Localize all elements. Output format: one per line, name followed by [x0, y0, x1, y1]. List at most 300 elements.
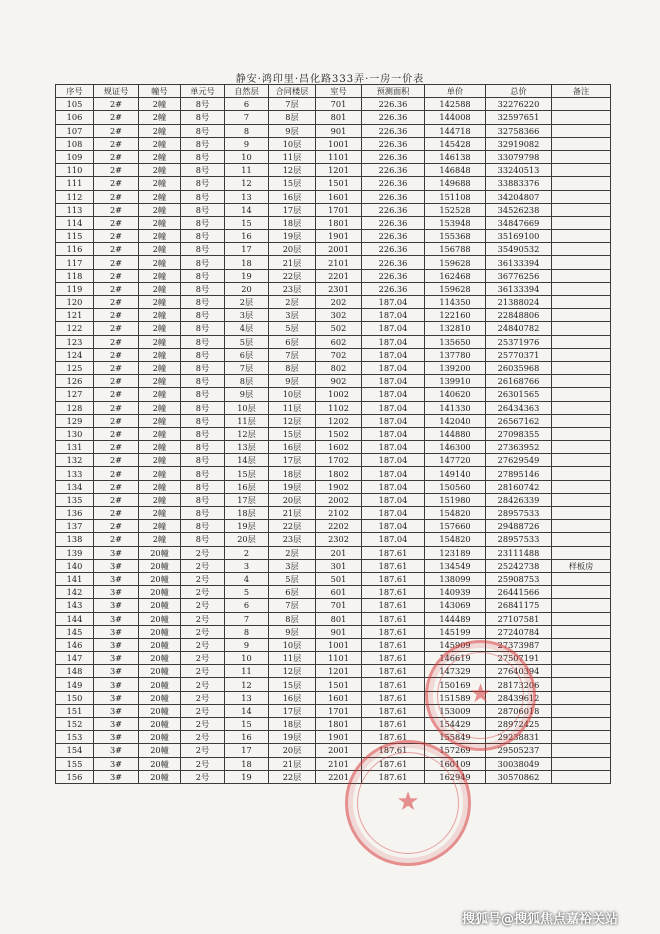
- table-cell: 150169: [425, 678, 486, 691]
- table-row: [56, 572, 611, 585]
- table-cell: 123189: [425, 546, 486, 559]
- table-cell: 140939: [425, 586, 486, 599]
- table-cell: 25242738: [486, 559, 552, 572]
- table-cell: 226.36: [362, 216, 425, 229]
- table-cell: 9层: [269, 375, 316, 388]
- table-cell: 21层: [269, 757, 316, 770]
- table-cell: 2#: [94, 533, 139, 546]
- column-header: 单价: [425, 85, 486, 98]
- table-cell: 8号: [181, 216, 225, 229]
- table-cell: 146: [56, 638, 94, 651]
- table-cell: 2#: [94, 243, 139, 256]
- table-cell: 2层: [269, 296, 316, 309]
- table-cell: 15: [225, 216, 269, 229]
- table-cell: 602: [316, 335, 362, 348]
- table-cell: 3层: [269, 309, 316, 322]
- table-cell: 23111488: [486, 546, 552, 559]
- table-cell: 187.61: [362, 757, 425, 770]
- table-cell: 8号: [181, 137, 225, 150]
- table-row: [56, 216, 611, 229]
- table-cell: 125: [56, 361, 94, 374]
- column-header: 单元号: [181, 85, 225, 98]
- table-cell: 701: [316, 98, 362, 111]
- table-cell: 20幢: [139, 612, 181, 625]
- table-cell: 187.04: [362, 348, 425, 361]
- table-cell: 2#: [94, 111, 139, 124]
- table-row: [56, 124, 611, 137]
- table-row: [56, 111, 611, 124]
- table-cell: 2号: [181, 691, 225, 704]
- table-cell: 29238831: [486, 731, 552, 744]
- table-cell: 187.61: [362, 665, 425, 678]
- table-cell: 1102: [316, 401, 362, 414]
- table-cell: [552, 507, 611, 520]
- table-cell: 187.04: [362, 296, 425, 309]
- table-cell: 20层: [269, 493, 316, 506]
- table-cell: 19层: [269, 230, 316, 243]
- table-cell: 2号: [181, 704, 225, 717]
- table-row: [56, 467, 611, 480]
- table-cell: 35169100: [486, 230, 552, 243]
- table-cell: [552, 744, 611, 757]
- table-cell: 33079798: [486, 150, 552, 163]
- table-cell: 5层: [269, 322, 316, 335]
- table-cell: 129: [56, 414, 94, 427]
- table-cell: 19: [225, 269, 269, 282]
- table-cell: 154429: [425, 718, 486, 731]
- table-cell: 28957533: [486, 507, 552, 520]
- table-cell: 7层: [269, 98, 316, 111]
- table-cell: 20层: [269, 243, 316, 256]
- table-cell: 1502: [316, 427, 362, 440]
- table-cell: 8层: [269, 111, 316, 124]
- table-cell: 138099: [425, 572, 486, 585]
- table-cell: 26841175: [486, 599, 552, 612]
- table-cell: 2#: [94, 520, 139, 533]
- table-cell: 145909: [425, 638, 486, 651]
- table-cell: 3#: [94, 731, 139, 744]
- table-cell: 8号: [181, 177, 225, 190]
- table-cell: 226.36: [362, 243, 425, 256]
- table-cell: 2幢: [139, 467, 181, 480]
- table-cell: 187.61: [362, 770, 425, 783]
- table-cell: 901: [316, 124, 362, 137]
- table-cell: 2幢: [139, 427, 181, 440]
- table-cell: 11层: [225, 414, 269, 427]
- table-cell: 20幢: [139, 572, 181, 585]
- table-row: [56, 414, 611, 427]
- table-cell: 11层: [269, 652, 316, 665]
- table-cell: 2幢: [139, 454, 181, 467]
- table-cell: 16: [225, 731, 269, 744]
- table-cell: 8号: [181, 322, 225, 335]
- table-cell: [552, 309, 611, 322]
- table-cell: 10层: [269, 638, 316, 651]
- table-cell: 1601: [316, 190, 362, 203]
- table-cell: 27240784: [486, 625, 552, 638]
- table-cell: 2号: [181, 718, 225, 731]
- table-cell: 141: [56, 572, 94, 585]
- table-cell: 2幢: [139, 493, 181, 506]
- table-cell: [552, 520, 611, 533]
- table-cell: 13层: [225, 441, 269, 454]
- table-cell: 2号: [181, 599, 225, 612]
- table-cell: 2号: [181, 731, 225, 744]
- table-cell: 16层: [269, 691, 316, 704]
- table-cell: 8号: [181, 203, 225, 216]
- table-cell: 2#: [94, 441, 139, 454]
- table-row: [56, 322, 611, 335]
- table-cell: 18层: [269, 467, 316, 480]
- table-cell: [552, 150, 611, 163]
- table-cell: 6: [225, 98, 269, 111]
- table-cell: 4层: [225, 322, 269, 335]
- table-cell: 145428: [425, 137, 486, 150]
- table-cell: 10: [225, 652, 269, 665]
- table-cell: 20幢: [139, 691, 181, 704]
- table-cell: 16: [225, 230, 269, 243]
- table-cell: 2号: [181, 652, 225, 665]
- table-cell: 2#: [94, 375, 139, 388]
- table-cell: [552, 691, 611, 704]
- table-cell: 23层: [269, 282, 316, 295]
- table-cell: 26035968: [486, 361, 552, 374]
- table-cell: 1101: [316, 150, 362, 163]
- table-cell: 187.61: [362, 744, 425, 757]
- table-cell: 187.61: [362, 546, 425, 559]
- table-cell: 159628: [425, 282, 486, 295]
- table-row: [56, 150, 611, 163]
- table-cell: 147329: [425, 665, 486, 678]
- table-cell: 144880: [425, 427, 486, 440]
- table-cell: 187.04: [362, 388, 425, 401]
- table-cell: 19: [225, 770, 269, 783]
- table-cell: 19层: [269, 480, 316, 493]
- table-cell: 152528: [425, 203, 486, 216]
- table-cell: 155368: [425, 230, 486, 243]
- table-cell: 2#: [94, 493, 139, 506]
- table-cell: 3层: [225, 309, 269, 322]
- table-cell: [552, 427, 611, 440]
- table-row: [56, 546, 611, 559]
- table-cell: 8号: [181, 296, 225, 309]
- table-cell: 12层: [269, 414, 316, 427]
- table-row: [56, 427, 611, 440]
- table-cell: 2号: [181, 770, 225, 783]
- table-row: [56, 612, 611, 625]
- table-row: [56, 203, 611, 216]
- table-cell: [552, 282, 611, 295]
- table-cell: 226.36: [362, 177, 425, 190]
- table-cell: 187.61: [362, 704, 425, 717]
- table-row: [56, 269, 611, 282]
- table-cell: [552, 190, 611, 203]
- table-cell: 18层: [269, 216, 316, 229]
- table-cell: 20幢: [139, 704, 181, 717]
- table-cell: 302: [316, 309, 362, 322]
- table-cell: [552, 638, 611, 651]
- table-cell: 2幢: [139, 414, 181, 427]
- table-cell: 144489: [425, 612, 486, 625]
- table-cell: 8号: [181, 256, 225, 269]
- table-row: [56, 388, 611, 401]
- table-cell: 3#: [94, 559, 139, 572]
- table-cell: 8号: [181, 427, 225, 440]
- table-cell: 112: [56, 190, 94, 203]
- table-cell: 15层: [269, 678, 316, 691]
- table-cell: 162949: [425, 770, 486, 783]
- table-cell: 2幢: [139, 216, 181, 229]
- table-cell: 19层: [269, 731, 316, 744]
- table-cell: 121: [56, 309, 94, 322]
- table-cell: 27363952: [486, 441, 552, 454]
- table-cell: 2#: [94, 454, 139, 467]
- table-cell: 20层: [269, 744, 316, 757]
- table-cell: 155: [56, 757, 94, 770]
- table-cell: 226.36: [362, 150, 425, 163]
- table-row: [56, 586, 611, 599]
- table-cell: 7层: [269, 348, 316, 361]
- table-cell: [552, 322, 611, 335]
- table-cell: 20幢: [139, 744, 181, 757]
- column-header: 预测面积: [362, 85, 425, 98]
- table-cell: 2号: [181, 612, 225, 625]
- table-cell: [552, 586, 611, 599]
- table-cell: 2#: [94, 296, 139, 309]
- table-cell: 2#: [94, 335, 139, 348]
- table-cell: 2幢: [139, 282, 181, 295]
- table-cell: 2#: [94, 414, 139, 427]
- table-cell: 2#: [94, 388, 139, 401]
- table-cell: 226.36: [362, 164, 425, 177]
- table-cell: 36133394: [486, 256, 552, 269]
- watermark-text: 搜狐号@搜狐焦点嘉裕关站: [462, 912, 619, 927]
- column-header: 合同楼层: [269, 85, 316, 98]
- table-cell: 187.04: [362, 427, 425, 440]
- table-cell: 20幢: [139, 625, 181, 638]
- table-cell: [552, 612, 611, 625]
- table-cell: 2号: [181, 546, 225, 559]
- table-cell: 1602: [316, 441, 362, 454]
- table-cell: 12层: [225, 427, 269, 440]
- table-cell: 108: [56, 137, 94, 150]
- table-cell: 20幢: [139, 770, 181, 783]
- table-cell: 8号: [181, 269, 225, 282]
- table-cell: 1701: [316, 704, 362, 717]
- table-cell: 8号: [181, 335, 225, 348]
- table-row: [56, 375, 611, 388]
- table-cell: [552, 599, 611, 612]
- table-row: [56, 441, 611, 454]
- column-header: 幢号: [139, 85, 181, 98]
- table-cell: 146138: [425, 150, 486, 163]
- table-cell: 20幢: [139, 665, 181, 678]
- table-cell: 149: [56, 678, 94, 691]
- table-row: [56, 678, 611, 691]
- table-cell: 2幢: [139, 322, 181, 335]
- table-cell: 151589: [425, 691, 486, 704]
- table-body: [56, 98, 611, 784]
- table-cell: 2幢: [139, 164, 181, 177]
- table-cell: 17层: [269, 704, 316, 717]
- table-cell: 2102: [316, 507, 362, 520]
- table-cell: 2001: [316, 744, 362, 757]
- table-cell: 8号: [181, 467, 225, 480]
- table-cell: 187.04: [362, 467, 425, 480]
- table-cell: 187.61: [362, 586, 425, 599]
- table-cell: 2001: [316, 243, 362, 256]
- table-cell: 187.04: [362, 322, 425, 335]
- table-cell: 149688: [425, 177, 486, 190]
- table-cell: 2幢: [139, 375, 181, 388]
- table-cell: 15层: [269, 177, 316, 190]
- table-cell: 116: [56, 243, 94, 256]
- table-cell: 8号: [181, 124, 225, 137]
- table-row: [56, 296, 611, 309]
- table-cell: 187.61: [362, 731, 425, 744]
- table-cell: 157660: [425, 520, 486, 533]
- table-cell: 119: [56, 282, 94, 295]
- table-cell: 2幢: [139, 388, 181, 401]
- table-cell: 3#: [94, 599, 139, 612]
- table-cell: [552, 177, 611, 190]
- table-cell: 8号: [181, 454, 225, 467]
- table-cell: 502: [316, 322, 362, 335]
- table-cell: 28160742: [486, 480, 552, 493]
- table-cell: 139200: [425, 361, 486, 374]
- table-row: [56, 599, 611, 612]
- table-cell: 3#: [94, 638, 139, 651]
- table-cell: [552, 454, 611, 467]
- table-cell: [552, 731, 611, 744]
- table-cell: [552, 401, 611, 414]
- table-cell: 154820: [425, 507, 486, 520]
- table-cell: 156788: [425, 243, 486, 256]
- table-cell: 1202: [316, 414, 362, 427]
- table-cell: 17层: [225, 493, 269, 506]
- table-cell: 2幢: [139, 150, 181, 163]
- table-cell: 2幢: [139, 533, 181, 546]
- table-cell: 187.04: [362, 309, 425, 322]
- table-cell: 2号: [181, 572, 225, 585]
- table-cell: 187.04: [362, 507, 425, 520]
- table-cell: 187.61: [362, 559, 425, 572]
- table-cell: 2202: [316, 520, 362, 533]
- table-cell: 20幢: [139, 652, 181, 665]
- table-cell: 3#: [94, 612, 139, 625]
- table-cell: 2号: [181, 625, 225, 638]
- table-row: [56, 230, 611, 243]
- table-cell: 18: [225, 757, 269, 770]
- table-cell: 2201: [316, 770, 362, 783]
- table-cell: 10层: [269, 137, 316, 150]
- table-cell: 8层: [269, 612, 316, 625]
- table-cell: 8号: [181, 375, 225, 388]
- table-cell: 2#: [94, 480, 139, 493]
- table-cell: 3#: [94, 744, 139, 757]
- table-cell: 17层: [269, 203, 316, 216]
- table-cell: 1001: [316, 638, 362, 651]
- table-cell: 2号: [181, 678, 225, 691]
- table-cell: 1001: [316, 137, 362, 150]
- table-cell: 136: [56, 507, 94, 520]
- table-cell: 8号: [181, 309, 225, 322]
- table-cell: 2#: [94, 150, 139, 163]
- table-cell: 2101: [316, 757, 362, 770]
- table-cell: 187.04: [362, 361, 425, 374]
- table-cell: 2#: [94, 467, 139, 480]
- table-cell: 8号: [181, 388, 225, 401]
- table-cell: 27098355: [486, 427, 552, 440]
- table-row: [56, 731, 611, 744]
- table-cell: 187.61: [362, 652, 425, 665]
- table-cell: 20层: [225, 533, 269, 546]
- table-cell: 14: [225, 704, 269, 717]
- table-cell: 8号: [181, 230, 225, 243]
- table-cell: 135: [56, 493, 94, 506]
- table-row: [56, 533, 611, 546]
- table-cell: 139: [56, 546, 94, 559]
- table-cell: 1601: [316, 691, 362, 704]
- table-cell: 2幢: [139, 348, 181, 361]
- table-cell: 16层: [269, 190, 316, 203]
- table-cell: 162468: [425, 269, 486, 282]
- table-cell: 2101: [316, 256, 362, 269]
- table-cell: 10层: [269, 388, 316, 401]
- table-cell: 115: [56, 230, 94, 243]
- table-cell: 2#: [94, 309, 139, 322]
- table-cell: 146619: [425, 652, 486, 665]
- table-cell: 20幢: [139, 731, 181, 744]
- table-cell: 19层: [225, 520, 269, 533]
- table-cell: 17: [225, 243, 269, 256]
- table-cell: 20幢: [139, 718, 181, 731]
- table-cell: [552, 124, 611, 137]
- table-cell: 131: [56, 441, 94, 454]
- table-cell: 27507191: [486, 652, 552, 665]
- table-cell: 2#: [94, 216, 139, 229]
- table-cell: [552, 493, 611, 506]
- table-cell: 8号: [181, 520, 225, 533]
- table-row: [56, 704, 611, 717]
- table-cell: 27629549: [486, 454, 552, 467]
- table-cell: 106: [56, 111, 94, 124]
- table-cell: 3#: [94, 704, 139, 717]
- table-cell: 144008: [425, 111, 486, 124]
- table-cell: 20幢: [139, 599, 181, 612]
- table-cell: 12: [225, 177, 269, 190]
- table-cell: 2#: [94, 177, 139, 190]
- table-cell: 2号: [181, 757, 225, 770]
- table-cell: 3#: [94, 572, 139, 585]
- table-cell: 142588: [425, 98, 486, 111]
- table-cell: 17: [225, 744, 269, 757]
- table-cell: 20: [225, 282, 269, 295]
- table-cell: 8: [225, 625, 269, 638]
- table-cell: 128: [56, 401, 94, 414]
- table-cell: 32758366: [486, 124, 552, 137]
- table-row: [56, 665, 611, 678]
- table-cell: 29505237: [486, 744, 552, 757]
- table-row: [56, 770, 611, 783]
- table-cell: 152: [56, 718, 94, 731]
- table-cell: 2幢: [139, 401, 181, 414]
- table-cell: 155849: [425, 731, 486, 744]
- table-cell: 7层: [269, 599, 316, 612]
- table-cell: 137: [56, 520, 94, 533]
- table-cell: [552, 770, 611, 783]
- table-cell: 32597651: [486, 111, 552, 124]
